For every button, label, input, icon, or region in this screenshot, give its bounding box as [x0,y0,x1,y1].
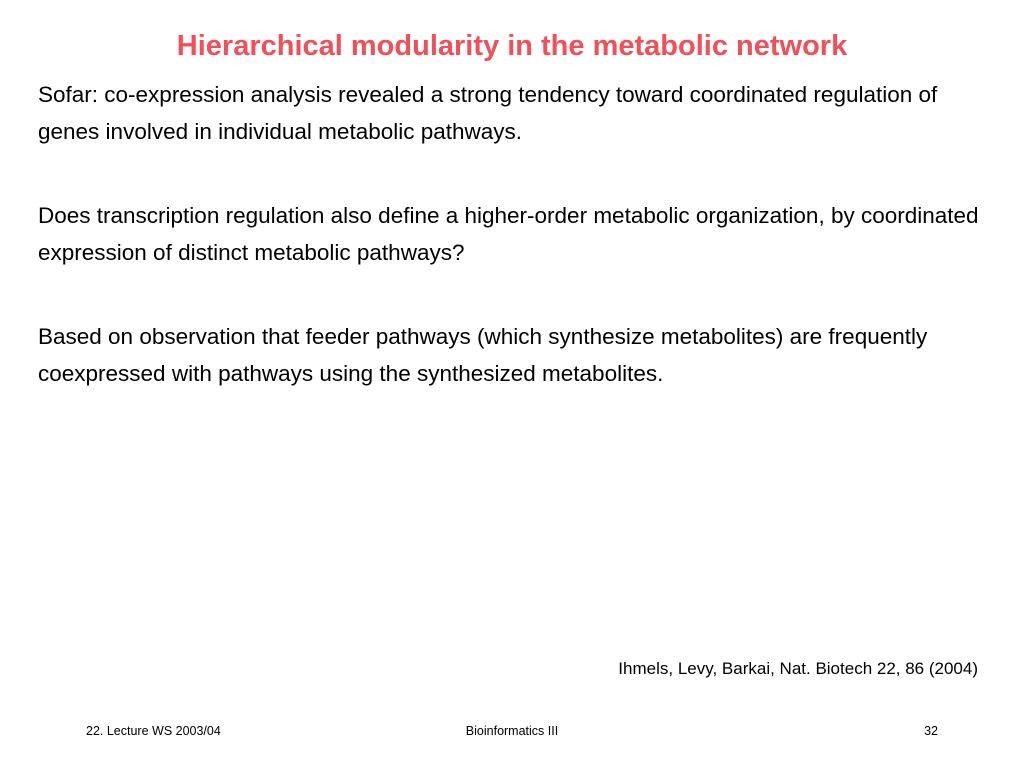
slide-title: Hierarchical modularity in the metabolic network [176,30,848,62]
paragraph-observation: Based on observation that feeder pathways (which synthesize metabolites) are frequently coexpressed with pathways using the synthesized metabolites. [38,324,928,386]
footer-course: Bioinformatics III [465,724,559,738]
footer-page-number: 32 [924,724,938,738]
footer-lecture: 22. Lecture WS 2003/04 [86,724,221,738]
paragraph-sofar: Sofar: co-expression analysis revealed a strong tendency toward coordinated regulation of genes involved in individual metabolic pathways. [38,82,938,144]
paragraph-question: Does transcription regulation also define a higher-order metabolic organization, by coordinated expression of distinct metabolic pathways? [38,203,979,265]
citation: Ihmels, Levy, Barkai, Nat. Biotech 22, 86 (2004) [618,659,978,678]
